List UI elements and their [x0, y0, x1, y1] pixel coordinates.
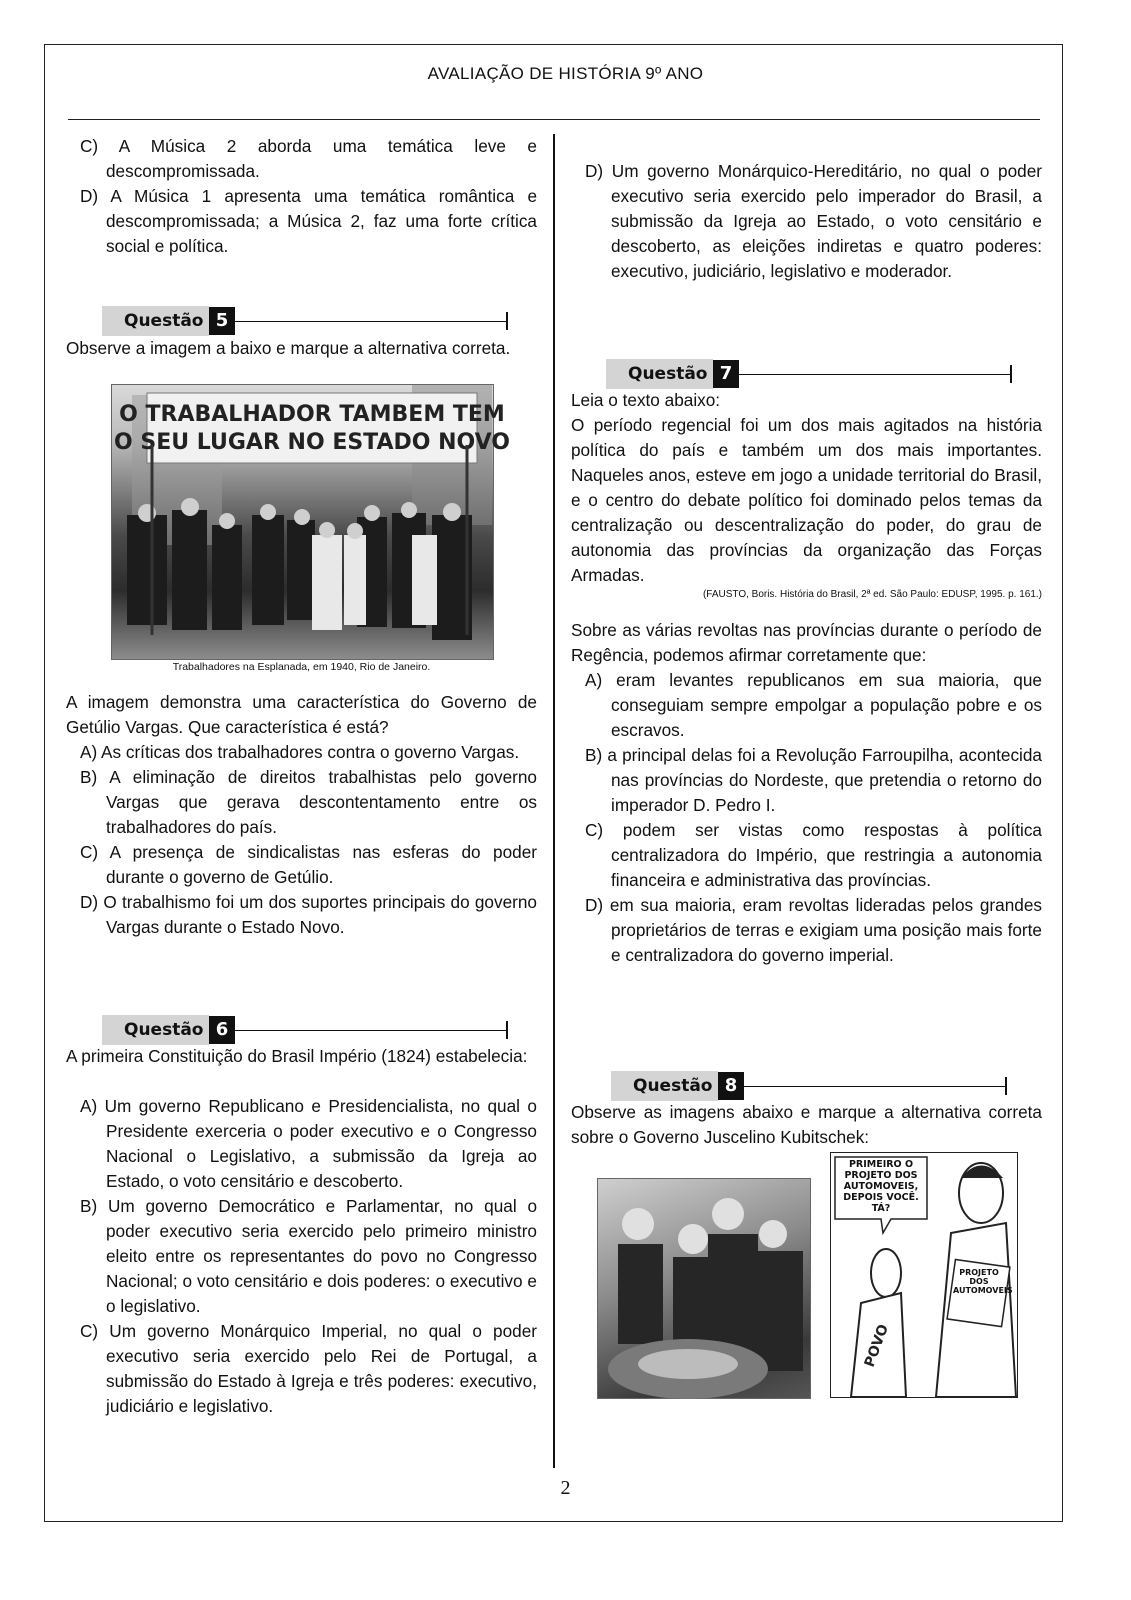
- cartoon-povo-label: POVO: [861, 1322, 892, 1370]
- q7-header: [606, 359, 1016, 389]
- q7-option-b: B) a principal delas foi a Revolução Farroupilha, acontecida nas províncias do Nordeste, que pretendia o retorno do imperador D. Pedro I.: [585, 745, 1042, 815]
- q5-prompt: Observe a imagem a baixo e marque a alternativa correta.: [66, 338, 511, 358]
- q7-option-c: C) podem ser vistas como respostas à política centralizadora do Império, que restringia a autonomia financeira e administrativa das províncias.: [585, 820, 1042, 890]
- q5-option-a: A) As críticas dos trabalhadores contra o governo Vargas.: [80, 742, 520, 762]
- q7-intro: Leia o texto abaixo:: [571, 390, 721, 410]
- q5-option-b: B) A eliminação de direitos trabalhistas pelo governo Vargas que gerava descontentamento entre os trabalhadores do país.: [80, 767, 537, 837]
- left-column: [66, 134, 537, 259]
- q6-option-a: A) Um governo Republicano e Presidencialista, no qual o Presidente exerceria o poder executivo e o Congresso Nacional o Legislativo, a submissão da Igreja ao Estado, o voto censitário e descoberto.: [80, 1096, 537, 1191]
- page-number: 2: [560, 1477, 571, 1499]
- cartoon-balloon-text: PRIMEIRO O PROJETO DOS AUTOMOVEIS, DEPOIS VOCÊ. TÁ?: [843, 1159, 919, 1214]
- q4-option-c: C) A Música 2 aborda uma temática leve e descompromissada.: [80, 136, 537, 181]
- q7-option-a: A) eram levantes republicanos em sua maioria, que conseguiam sempre empolgar a população pobre e os escravos.: [585, 670, 1042, 740]
- workers-photo-art: [112, 385, 510, 659]
- right-column-top: [571, 159, 1042, 284]
- automobile-cartoon: [830, 1152, 1018, 1398]
- kubitschek-photo-art: [598, 1179, 810, 1398]
- q8-rule: [744, 1086, 1006, 1087]
- q8-label: Questão: [611, 1071, 718, 1101]
- q6-option-d: D) Um governo Monárquico-Hereditário, no qual o poder executivo seria exercido pelo imperador do Brasil, a submissão da Igreja ao Estado, o voto censitário e descoberto, as eleições indiretas e quatro poderes: executivo, judiciário, legislativo e moderador.: [585, 161, 1042, 281]
- q6-number: 6: [209, 1016, 235, 1044]
- q7-rule-end: [1010, 365, 1012, 383]
- q7-label: Questão: [606, 359, 713, 389]
- q5-label: Questão: [102, 306, 209, 336]
- cartoon-sign-text: PROJETO DOS AUTOMOVEIS: [953, 1268, 1013, 1295]
- q5-body: [66, 690, 537, 940]
- q7-number: 7: [713, 360, 739, 388]
- q6-option-b: B) Um governo Democrático e Parlamentar, no qual o poder executivo seria exercido pelo primeiro ministro eleito entre os representantes do povo no Congresso Nacional; o voto censitário e dois poderes: o executivo e o legislativo.: [80, 1196, 537, 1316]
- cartoon-art: [831, 1153, 1017, 1397]
- q8-header: [611, 1071, 1011, 1101]
- banner-line1: O TRABALHADOR TAMBEM TEM: [119, 402, 505, 427]
- header-divider: [68, 119, 1040, 120]
- q5-option-c: C) A presença de sindicalistas nas esferas do poder durante o governo de Getúlio.: [80, 842, 537, 887]
- q6-option-c: C) Um governo Monárquico Imperial, no qual o poder executivo seria exercido pelo Rei de Portugal, a submissão do Estado à Igreja e três poderes: executivo, judiciário e legislativo.: [80, 1321, 537, 1416]
- q8-number: 8: [718, 1072, 744, 1100]
- q5-option-d: D) O trabalhismo foi um dos suportes principais do governo Vargas durante o Estado Novo.: [80, 892, 537, 937]
- column-divider: [553, 134, 555, 1468]
- q6-label: Questão: [102, 1015, 209, 1045]
- q6-prompt: A primeira Constituição do Brasil Império (1824) estabelecia:: [66, 1046, 528, 1066]
- q7-option-d: D) em sua maioria, eram revoltas lideradas pelos grandes proprietários de terras e exigiam uma posição mais forte e centralizadora do governo imperial.: [585, 895, 1042, 965]
- workers-photo: [111, 384, 510, 660]
- banner-line2: O SEU LUGAR NO ESTADO NOVO: [114, 430, 510, 455]
- q5-rule: [235, 321, 507, 322]
- q8-prompt: Observe as imagens abaixo e marque a alternativa correta sobre o Governo Juscelino Kubitschek:: [571, 1102, 1042, 1147]
- q7-body: [571, 388, 1042, 968]
- workers-photo-caption: Trabalhadores na Esplanada, em 1940, Rio de Janeiro.: [172, 661, 431, 673]
- q5-rule-end: [506, 312, 508, 330]
- q7-citation: (FAUSTO, Boris. História do Brasil, 2ª ed. São Paulo: EDUSP, 1995. p. 161.): [702, 589, 1042, 600]
- q6-body: [66, 1044, 537, 1419]
- q6-rule-end: [506, 1021, 508, 1039]
- q5-number: 5: [209, 307, 235, 335]
- q7-rule: [739, 374, 1011, 375]
- q7-text: O período regencial foi um dos mais agitados na história política do país e também um dos mais importantes. Naqueles anos, esteve em jogo a unidade territorial do Brasil, e o centro do debate político foi dominado pelos temas da centralização ou descentralização do poder, do grau de autonomia das províncias da organização das Forças Armadas.: [571, 415, 1042, 585]
- kubitschek-photo: [597, 1178, 811, 1399]
- q6-rule: [235, 1030, 507, 1031]
- q5-question: A imagem demonstra uma característica do Governo de Getúlio Vargas. Que característica é está?: [66, 692, 537, 737]
- q8-rule-end: [1005, 1077, 1007, 1095]
- q4-option-d: D) A Música 1 apresenta uma temática romântica e descompromissada; a Música 2, faz uma forte crítica social e política.: [80, 186, 537, 256]
- q5-header: [102, 306, 512, 336]
- page-title: AVALIAÇÃO DE HISTÓRIA 9º ANO: [427, 64, 704, 83]
- q6-header: [102, 1015, 512, 1045]
- q7-question: Sobre as várias revoltas nas províncias durante o período de Regência, podemos afirmar corretamente que:: [571, 620, 1042, 665]
